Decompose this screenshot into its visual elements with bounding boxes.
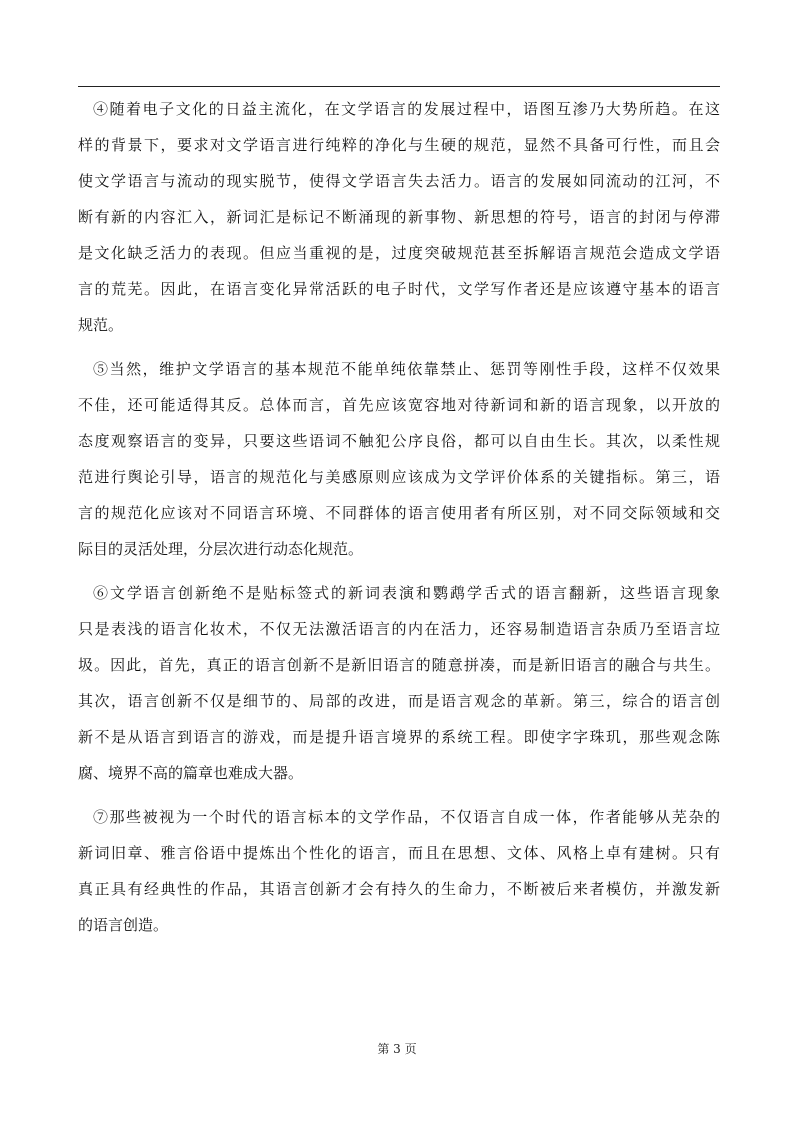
paragraph-6 [78,575,720,791]
text-line: 样的背景下，要求对文学语言进行纯粹的净化与生硬的规范，显然不具备可行性，而且会 [78,136,720,154]
text-line: 言的荒芜。因此，在语言变化异常活跃的电子时代，文学写作者还是应该遵守基本的语言 [78,280,720,298]
page-number: 第 3 页 [377,1042,417,1056]
text-line: 态度观察语言的变异，只要这些语词不触犯公序良俗，都可以自由生长。其次，以柔性规 [78,432,720,450]
text-line: ④随着电子文化的日益主流化，在文学语言的发展过程中，语图互渗乃大势所趋。在这 [93,100,720,118]
text-line: 际目的灵活处理，分层次进行动态化规范。 [78,540,364,558]
text-line: 新词旧章、雅言俗语中提炼出个性化的语言，而且在思想、文体、风格上卓有建树。只有 [78,844,720,862]
text-line: 腐、境界不高的篇章也难成大器。 [78,764,304,782]
paragraph-7 [78,799,720,943]
text-line: 规范。 [78,316,124,334]
text-line: ⑦那些被视为一个时代的语言标本的文学作品，不仅语言自成一体，作者能够从芜杂的 [93,808,720,826]
text-line: 新不是从语言到语言的游戏，而是提升语言境界的系统工程。即使字字珠玑，那些观念陈 [78,728,720,746]
text-line: 真正具有经典性的作品，其语言创新才会有持久的生命力，不断被后来者模仿，并激发新 [78,880,720,898]
text-line: 的语言创造。 [78,916,169,934]
text-line: 言的规范化应该对不同语言环境、不同群体的语言使用者有所区别，对不同交际领域和交 [78,504,720,522]
paragraph-4 [78,91,720,343]
text-line: 不佳，还可能适得其反。总体而言，首先应该宽容地对待新词和新的语言现象，以开放的 [78,396,720,414]
text-line: 圾。因此，首先，真正的语言创新不是新旧语言的随意拼凑，而是新旧语言的融合与共生。 [78,656,720,674]
text-line: 范进行舆论引导，语言的规范化与美感原则应该成为文学评价体系的关键指标。第三，语 [78,468,720,486]
text-line: 断有新的内容汇入，新词汇是标记不断涌现的新事物、新思想的符号，语言的封闭与停滞 [78,208,720,226]
text-line: ⑥文学语言创新绝不是贴标签式的新词表演和鹦鹉学舌式的语言翻新，这些语言现象 [93,584,720,602]
header-rule [78,86,720,87]
text-line: ⑤当然，维护文学语言的基本规范不能单纯依靠禁止、惩罚等刚性手段，这样不仅效果 [93,360,720,378]
text-line: 只是表浅的语言化妆术，不仅无法激活语言的内在活力，还容易制造语言杂质乃至语言垃 [78,620,720,638]
paragraph-5 [78,351,720,567]
text-line: 使文学语言与流动的现实脱节，使得文学语言失去活力。语言的发展如同流动的江河，不 [78,172,720,190]
text-line: 是文化缺乏活力的表现。但应当重视的是，过度突破规范甚至拆解语言规范会造成文学语 [78,244,720,262]
text-line: 其次，语言创新不仅是细节的、局部的改进，而是语言观念的革新。第三，综合的语言创 [78,692,720,710]
article-body [78,91,720,951]
